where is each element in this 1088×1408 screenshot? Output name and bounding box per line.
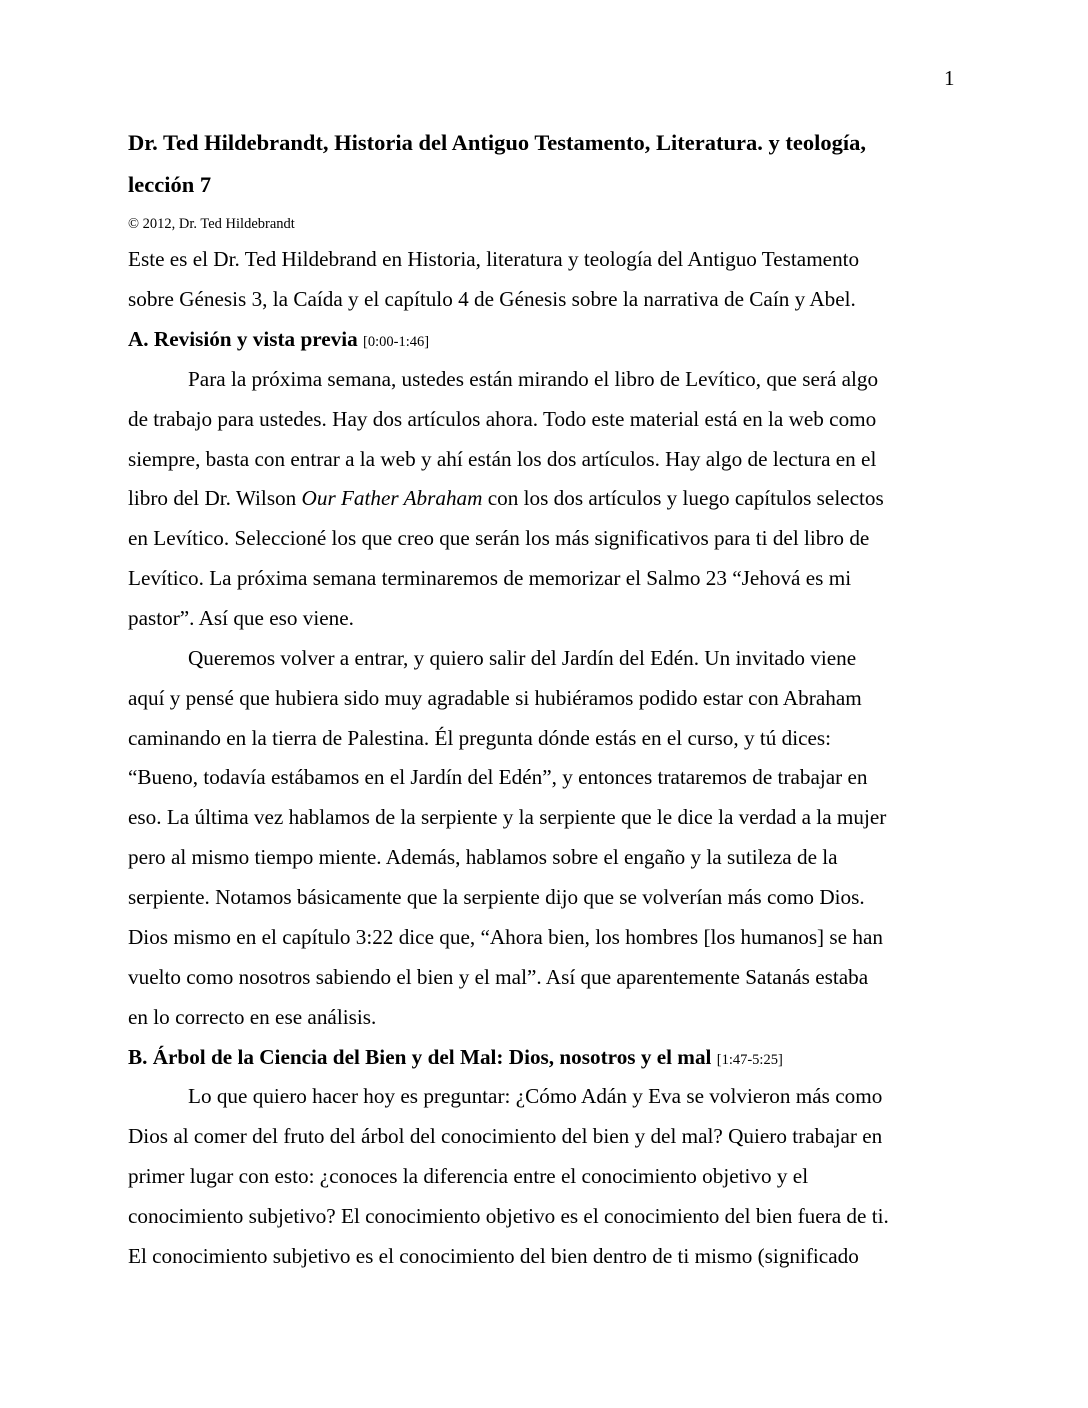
paragraph-line: primer lugar con esto: ¿conoces la diferencia entre el conocimiento objetivo y el [128, 1164, 809, 1188]
paragraph-line: en lo correcto en ese análisis. [128, 1005, 377, 1029]
paragraph-line: caminando en la tierra de Palestina. Él pregunta dónde estás en el curso, y tú dices: [128, 726, 832, 750]
intro-line: sobre Génesis 3, la Caída y el capítulo 4 de Génesis sobre la narrativa de Caín y Abel. [128, 287, 856, 311]
paragraph-text: libro del Dr. Wilson [128, 486, 302, 510]
paragraph-text: con los dos artículos y luego capítulos selectos [482, 486, 884, 510]
page-number: 1 [944, 66, 955, 90]
paragraph-line: Dios al comer del fruto del árbol del conocimiento del bien y del mal? Quiero trabajar en [128, 1124, 883, 1148]
paragraph-line [128, 485, 884, 511]
paragraph-line: pero al mismo tiempo miente. Además, hablamos sobre el engaño y la sutileza de la [128, 845, 838, 869]
intro-line: Este es el Dr. Ted Hildebrand en Historia, literatura y teología del Antiguo Testamento [128, 247, 860, 271]
paragraph-line: eso. La última vez hablamos de la serpiente y la serpiente que le dice la verdad a la mujer [128, 805, 887, 829]
section-heading-b [128, 1044, 783, 1073]
paragraph-line: Para la próxima semana, ustedes están mirando el libro de Levítico, que será algo [188, 367, 879, 391]
paragraph-line: Dios mismo en el capítulo 3:22 dice que, “Ahora bien, los hombres [los humanos] se han [128, 925, 883, 949]
section-timestamp: [0:00-1:46] [363, 334, 430, 350]
section-timestamp: [1:47-5:25] [716, 1052, 783, 1068]
paragraph-line: pastor”. Así que eso viene. [128, 606, 354, 630]
paragraph-line: de trabajo para ustedes. Hay dos artículos ahora. Todo este material está en la web como [128, 407, 877, 431]
paragraph-line: Levítico. La próxima semana terminaremos de memorizar el Salmo 23 “Jehová es mi [128, 566, 852, 590]
document-title-line-2: lección 7 [128, 172, 212, 197]
paragraph-line: conocimiento subjetivo? El conocimiento objetivo es el conocimiento del bien fuera de ti. [128, 1204, 889, 1228]
paragraph-line: en Levítico. Seleccioné los que creo que serán los más significativos para ti del libro de [128, 526, 870, 550]
paragraph-line: siempre, basta con entrar a la web y ahí están los dos artículos. Hay algo de lectura en el [128, 447, 877, 471]
book-title: Our Father Abraham [301, 486, 483, 510]
section-heading-a [128, 326, 429, 355]
paragraph-line: Queremos volver a entrar, y quiero salir del Jardín del Edén. Un invitado viene [188, 646, 857, 670]
copyright-notice: © 2012, Dr. Ted Hildebrandt [128, 216, 295, 232]
paragraph-line: “Bueno, todavía estábamos en el Jardín del Edén”, y entonces trataremos de trabajar en [128, 765, 868, 789]
paragraph-line: Lo que quiero hacer hoy es preguntar: ¿Cómo Adán y Eva se volvieron más como [188, 1084, 883, 1108]
paragraph-line: aquí y pensé que hubiera sido muy agradable si hubiéramos podido estar con Abraham [128, 686, 862, 710]
section-heading-text: A. Revisión y vista previa [128, 327, 358, 351]
document-title-line-1: Dr. Ted Hildebrandt, Historia del Antiguo Testamento, Literatura. y teología, [128, 130, 866, 155]
section-heading-text: B. Árbol de la Ciencia del Bien y del Mal: Dios, nosotros y el mal [128, 1045, 712, 1069]
paragraph-line: El conocimiento subjetivo es el conocimiento del bien dentro de ti mismo (significado [128, 1244, 859, 1268]
paragraph-line: vuelto como nosotros sabiendo el bien y el mal”. Así que aparentemente Satanás estaba [128, 965, 869, 989]
paragraph-line: serpiente. Notamos básicamente que la serpiente dijo que se volverían más como Dios. [128, 885, 865, 909]
